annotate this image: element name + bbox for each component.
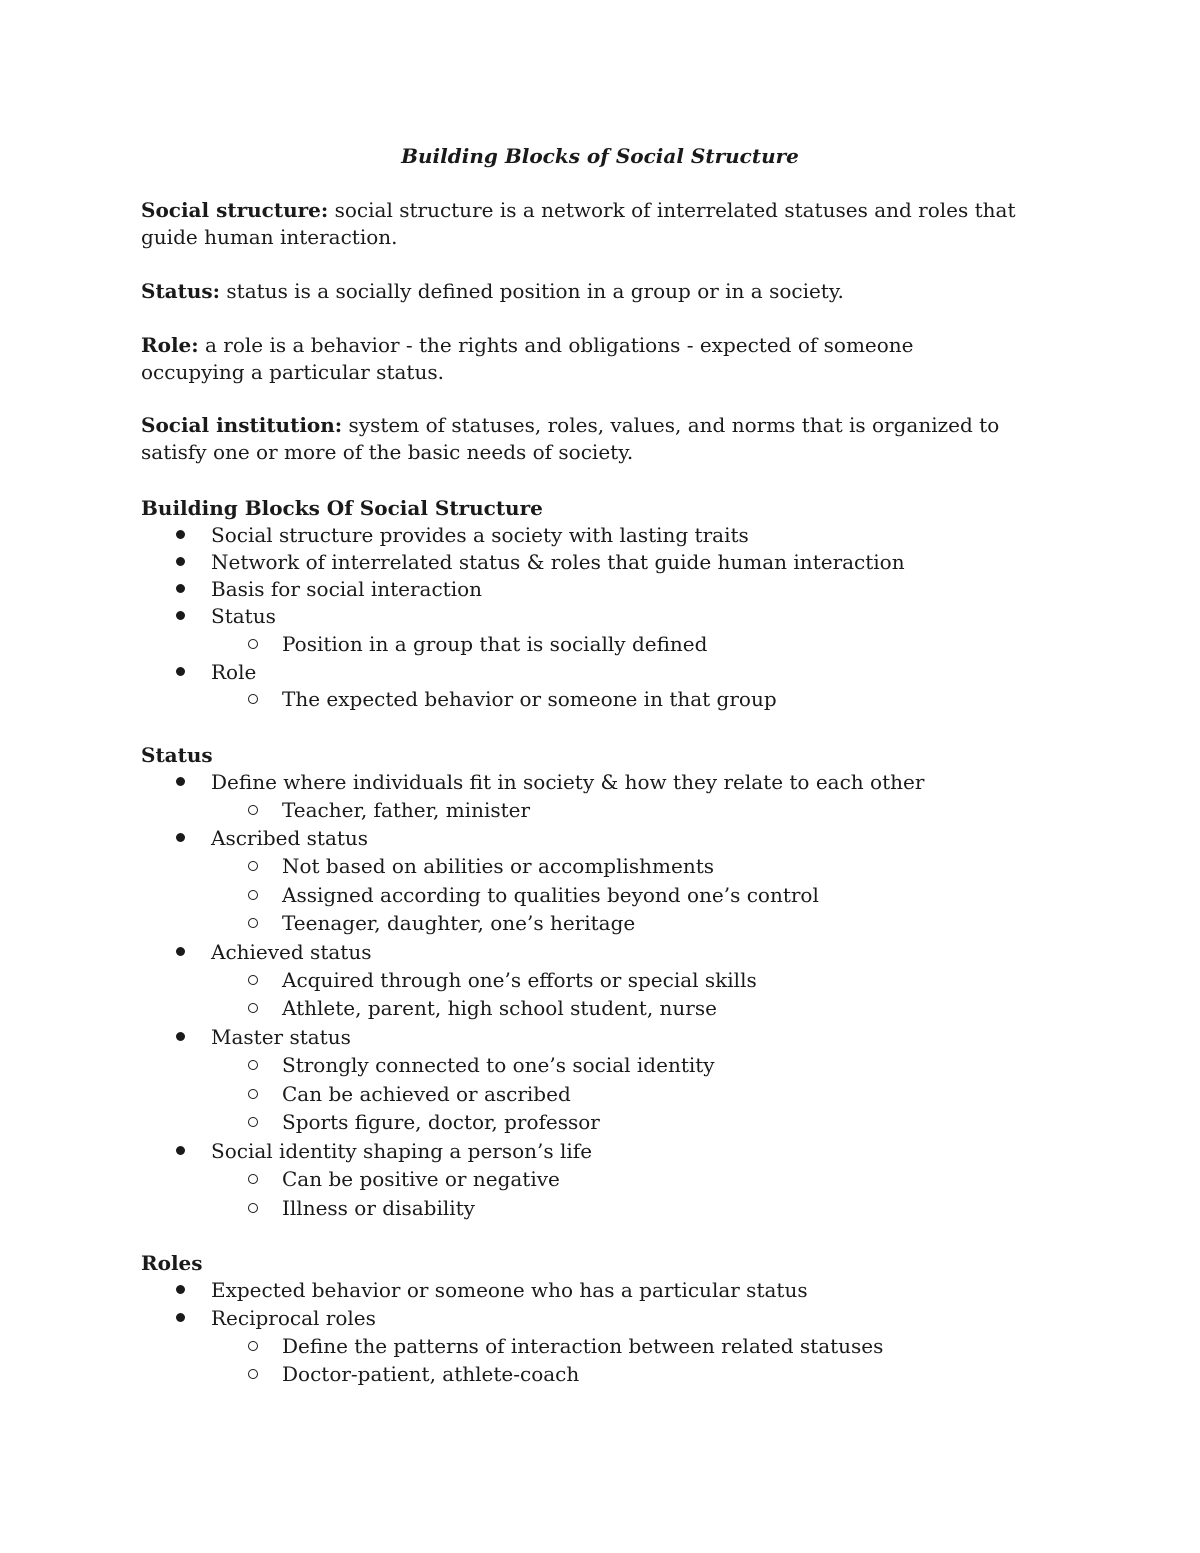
sub-bullet-icon [248, 639, 258, 649]
list-item: Define where individuals fit in society & how they relate to each other [211, 770, 925, 794]
definition-role [141, 332, 1011, 386]
list-item: Role [211, 660, 257, 684]
definition-text: status is a socially defined position in a group or in a society. [220, 279, 844, 303]
sub-bullet-icon [248, 1174, 258, 1184]
sub-list-item: Teacher, father, minister [282, 798, 531, 822]
document-title: Building Blocks of Social Structure [401, 144, 799, 168]
sub-bullet-icon [248, 1060, 258, 1070]
sub-bullet-icon [248, 805, 258, 815]
list-item: Social identity shaping a person’s life [211, 1139, 593, 1163]
list-item: Master status [211, 1025, 351, 1049]
bullet-icon [176, 530, 185, 539]
section-heading-building-blocks: Building Blocks Of Social Structure [141, 496, 543, 520]
bullet-icon [176, 1032, 185, 1041]
list-item: Status [211, 604, 276, 628]
definition-text: a role is a behavior - the rights and obligations - expected of someone occupying a particular status. [141, 333, 914, 384]
bullet-icon [176, 777, 185, 786]
sub-list-item: Teenager, daughter, one’s heritage [282, 911, 636, 935]
sub-bullet-icon [248, 1117, 258, 1127]
definition-text: social structure is a network of interrelated statuses and roles that guide human interaction. [141, 198, 1016, 249]
sub-list-item: Athlete, parent, high school student, nurse [282, 996, 717, 1020]
list-item: Social structure provides a society with lasting traits [211, 523, 749, 547]
bullet-icon [176, 557, 185, 566]
bullet-icon [176, 833, 185, 842]
bullet-icon [176, 947, 185, 956]
sub-bullet-icon [248, 694, 258, 704]
list-item: Basis for social interaction [211, 577, 483, 601]
sub-list-item: Illness or disability [282, 1196, 475, 1220]
definition-term: Social institution: [141, 413, 343, 437]
sub-list-item: The expected behavior or someone in that group [282, 687, 777, 711]
sub-bullet-icon [248, 975, 258, 985]
section-heading-roles: Roles [141, 1251, 203, 1275]
bullet-icon [176, 1313, 185, 1322]
definition-term: Status: [141, 279, 221, 303]
section-heading-status: Status [141, 743, 213, 767]
definition-social-institution [141, 412, 1066, 466]
bullet-icon [176, 667, 185, 676]
sub-list-item: Acquired through one’s efforts or special skills [282, 968, 757, 992]
sub-bullet-icon [248, 918, 258, 928]
sub-bullet-icon [248, 1369, 258, 1379]
sub-list-item: Can be achieved or ascribed [282, 1082, 571, 1106]
definition-term: Role: [141, 333, 199, 357]
bullet-icon [176, 584, 185, 593]
list-item: Ascribed status [211, 826, 369, 850]
sub-bullet-icon [248, 890, 258, 900]
list-item: Expected behavior or someone who has a particular status [211, 1278, 808, 1302]
sub-bullet-icon [248, 1003, 258, 1013]
sub-list-item: Define the patterns of interaction between related statuses [282, 1334, 884, 1358]
definition-status [141, 278, 1076, 305]
sub-list-item: Sports figure, doctor, professor [282, 1110, 600, 1134]
sub-list-item: Strongly connected to one’s social identity [282, 1053, 715, 1077]
sub-bullet-icon [248, 1341, 258, 1351]
sub-list-item: Doctor-patient, athlete-coach [282, 1362, 580, 1386]
sub-list-item: Can be positive or negative [282, 1167, 560, 1191]
sub-list-item: Assigned according to qualities beyond one’s control [282, 883, 819, 907]
list-item: Achieved status [211, 940, 372, 964]
sub-bullet-icon [248, 1089, 258, 1099]
bullet-icon [176, 1285, 185, 1294]
definition-social-structure [141, 197, 1076, 251]
sub-bullet-icon [248, 1203, 258, 1213]
definition-text: system of statuses, roles, values, and norms that is organized to satisfy one or more of the basic needs of society. [141, 413, 1000, 464]
sub-list-item: Not based on abilities or accomplishments [282, 854, 715, 878]
bullet-icon [176, 1146, 185, 1155]
list-item: Network of interrelated status & roles that guide human interaction [211, 550, 905, 574]
sub-list-item: Position in a group that is socially defined [282, 632, 708, 656]
sub-bullet-icon [248, 861, 258, 871]
bullet-icon [176, 611, 185, 620]
definition-term: Social structure: [141, 198, 329, 222]
list-item: Reciprocal roles [211, 1306, 376, 1330]
